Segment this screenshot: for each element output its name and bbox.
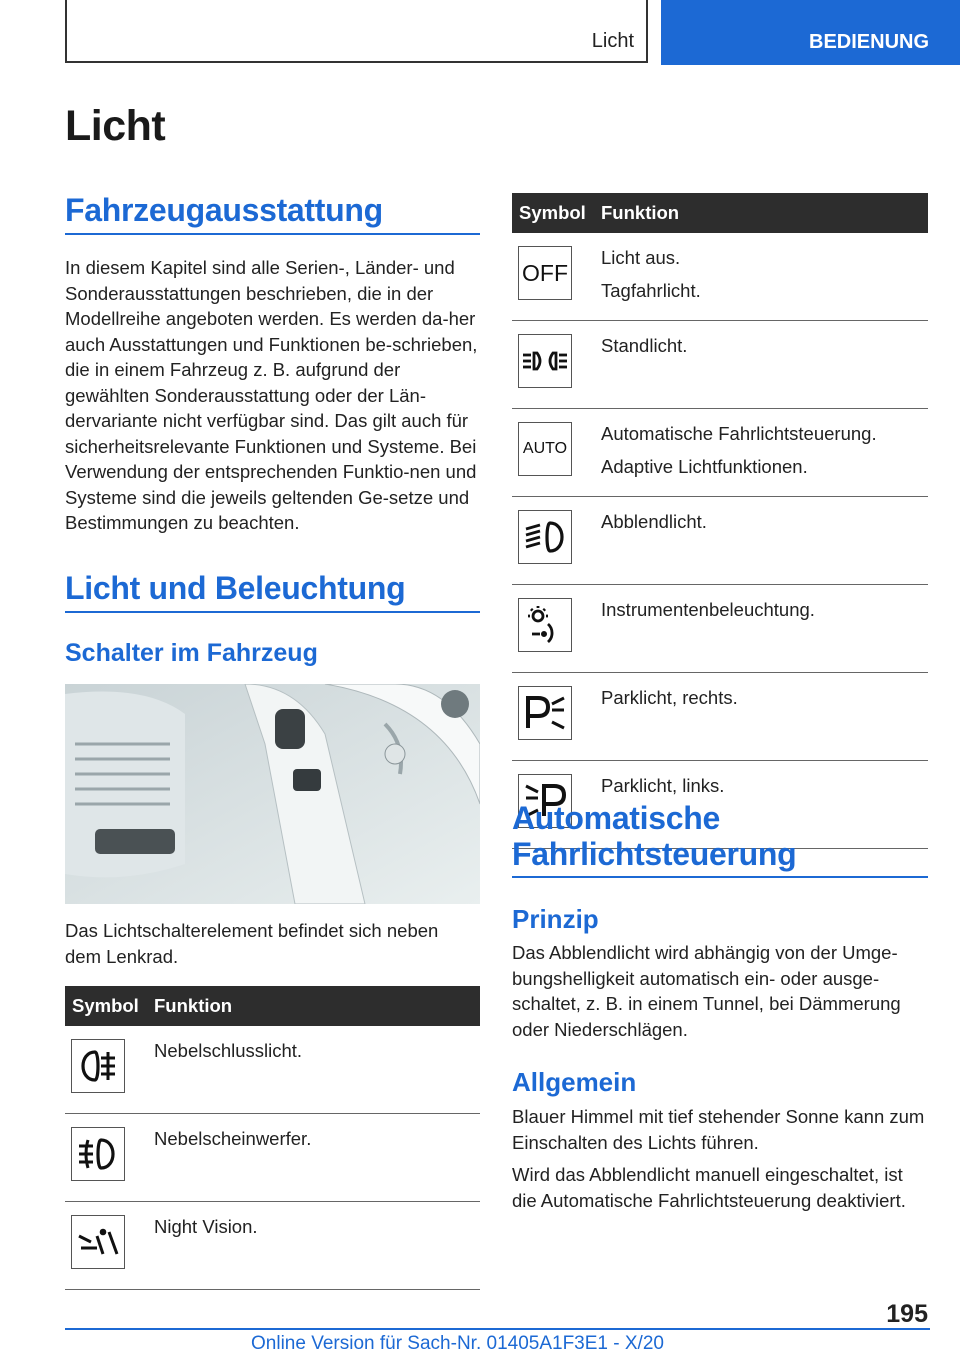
- parking-lights-icon: [518, 334, 572, 388]
- heading-fahrzeugausstattung: Fahrzeugausstattung: [65, 192, 383, 228]
- function-text: Night Vision.: [154, 1216, 258, 1237]
- low-beam-icon: [518, 510, 572, 564]
- heading-auto-fahrlicht: Automatische Fahrlichtsteuerung: [512, 800, 797, 872]
- table-row: [512, 321, 928, 409]
- table-row: [512, 233, 928, 321]
- function-text: Instrumentenbeleuchtung.: [601, 599, 815, 620]
- table-row: [65, 1026, 480, 1114]
- header-section-title: Licht: [591, 30, 634, 52]
- light-switch-photo: [65, 684, 480, 904]
- left-function-table: [65, 986, 480, 1290]
- header-section: [65, 0, 648, 63]
- table-row: [512, 673, 928, 761]
- page-number: 195: [886, 1300, 928, 1328]
- front-fog-light-icon: [71, 1127, 125, 1181]
- paragraph-allgemein-2: Wird das Abblendlicht manuell eingeschaltet, ist die Automatische Fahrlichtsteuerung deaktiviert.: [512, 1164, 906, 1211]
- function-text: Abblendlicht.: [601, 511, 707, 532]
- col-funktion: Funktion: [154, 986, 480, 1026]
- footer-text: Online Version für Sach-Nr. 01405A1F3E1 - X/20: [251, 1333, 664, 1354]
- heading-rule: [65, 611, 480, 613]
- heading-licht-beleuchtung: Licht und Beleuchtung: [65, 570, 406, 606]
- footer-rule: [65, 1328, 930, 1330]
- header-tab-label: BEDIENUNG: [809, 31, 930, 53]
- function-text: Licht aus.: [601, 247, 681, 268]
- heading-rule: [65, 233, 480, 235]
- table-row: [512, 497, 928, 585]
- paragraph-fahrzeugausstattung: In diesem Kapitel sind alle Serien-, Länder- und Sonderausstattungen beschrieben, die in der Modellreihe angeboten werden. Es werden da-her auch Ausstattungen und Funktionen be-schrieben, die in einem Fahrzeug z. B. aufgrund der gewählten Sonderausstattung oder der Län-dervariante nicht verfügbar sind. Das gilt auch für sicherheitsrelevante Funktionen und Systeme. Bei Verwendung der entsprechenden Funktio-nen und Systeme sind die jeweils geltenden Ge-setze und Bestimmungen zu beachten.: [65, 257, 478, 533]
- table-row: [512, 585, 928, 673]
- night-vision-icon: [71, 1215, 125, 1269]
- paragraph-allgemein-1: Blauer Himmel mit tief stehender Sonne kann zum Einschalten des Lichts führen.: [512, 1106, 925, 1153]
- col-symbol: Symbol: [512, 193, 601, 233]
- function-text: Nebelscheinwerfer.: [154, 1128, 312, 1149]
- header-tab: [661, 0, 960, 65]
- table-row: [65, 1114, 480, 1202]
- auto-icon: AUTO: [518, 422, 572, 476]
- function-text: Tagfahrlicht.: [601, 280, 701, 301]
- col-funktion: Funktion: [601, 193, 928, 233]
- function-text: Parklicht, rechts.: [601, 687, 738, 708]
- table-row: [65, 1202, 480, 1290]
- instrument-lighting-icon: [518, 598, 572, 652]
- function-text: Adaptive Lichtfunktionen.: [601, 456, 808, 477]
- photo-caption: Das Lichtschalterelement befindet sich neben dem Lenkrad.: [65, 920, 439, 967]
- heading-prinzip: Prinzip: [512, 904, 599, 934]
- heading-schalter: Schalter im Fahrzeug: [65, 639, 318, 667]
- col-symbol: Symbol: [65, 986, 154, 1026]
- right-function-table: [512, 193, 928, 849]
- table-row: [512, 409, 928, 497]
- function-text: Standlicht.: [601, 335, 688, 356]
- function-text: Automatische Fahrlichtsteuerung.: [601, 423, 877, 444]
- page-title: Licht: [65, 102, 166, 150]
- parking-light-right-icon: [518, 686, 572, 740]
- heading-allgemein: Allgemein: [512, 1067, 637, 1097]
- off-icon: OFF: [518, 246, 572, 300]
- heading-rule: [512, 876, 928, 878]
- function-text: Parklicht, links.: [601, 775, 725, 796]
- paragraph-prinzip: Das Abblendlicht wird abhängig von der Umge-bungshelligkeit automatisch ein- oder ausge-schaltet, z. B. in einem Tunnel, bei Dämmerung oder Niederschlägen.: [512, 942, 901, 1040]
- rear-fog-light-icon: [71, 1039, 125, 1093]
- function-text: Nebelschlusslicht.: [154, 1040, 303, 1061]
